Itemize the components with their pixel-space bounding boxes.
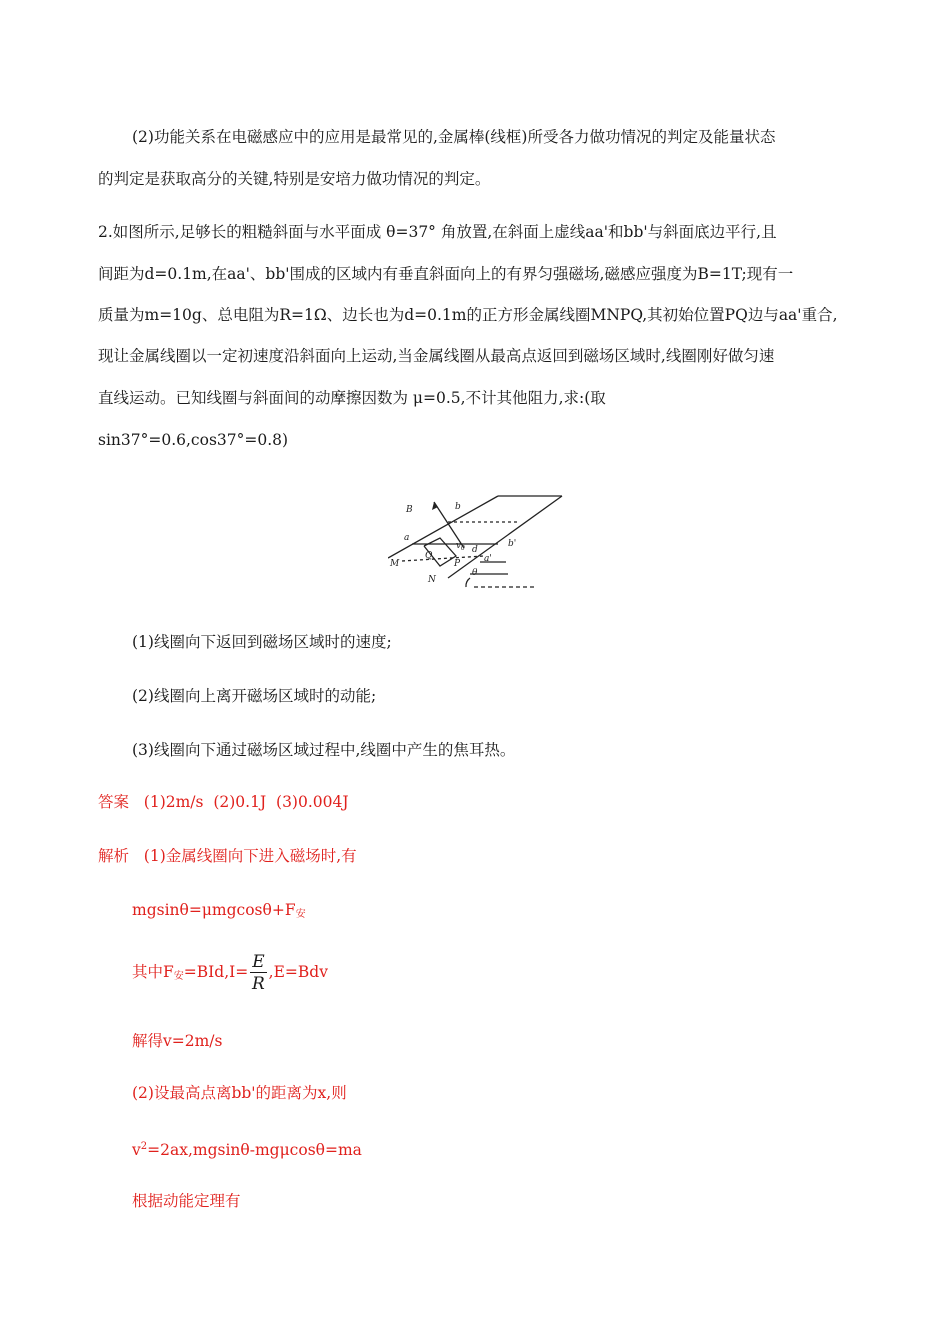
question-line: 2.如图所示,足够长的粗糙斜面与水平面成 θ=37° 角放置,在斜面上虚线aa'和bb'与斜面底边平行,且 — [98, 223, 777, 241]
answer-text: (1)2m/s (2)0.1J (3)0.004J — [143, 793, 349, 811]
question-line: 间距为d=0.1m,在aa'、bb'围成的区域内有垂直斜面向上的有界匀强磁场,磁感应强度为B=1T;现有一 — [98, 265, 794, 283]
label-v0-sub: 0 — [461, 545, 465, 552]
fraction-numerator: E — [252, 951, 265, 972]
label-Q: Q — [425, 551, 433, 561]
fraction-E-over-R — [250, 952, 266, 995]
label-a: a — [404, 533, 410, 543]
question-line: 质量为m=10g、总电阻为R=1Ω、边长也为d=0.1m的正方形金属线圈MNPQ,其初始位置PQ边与aa'重合, — [98, 306, 838, 324]
analysis-intro: (1)金属线圈向下进入磁场时,有 — [143, 847, 357, 865]
equation-2-prefix: 其中F — [132, 963, 174, 981]
question-line: 现让金属线圈以一定初速度沿斜面向上运动,当金属线圈从最高点返回到磁场区域时,线圈刚好做匀速 — [98, 347, 775, 365]
answer-line — [98, 791, 349, 813]
incline-magnetic-field-figure — [388, 474, 566, 594]
label-a-prime: a' — [484, 554, 492, 564]
label-P: P — [454, 559, 461, 569]
part2-more: 根据动能定理有 — [132, 1192, 241, 1210]
label-B: B — [406, 505, 413, 515]
paragraph-line: 的判定是获取高分的关键,特别是安培力做功情况的判定。 — [98, 170, 491, 188]
label-N: N — [428, 575, 436, 585]
equation-1-main: mgsinθ=μmgcosθ+F — [132, 901, 296, 919]
sub-question-1: (1)线圈向下返回到磁场区域时的速度; — [132, 633, 392, 651]
solve-line: 解得v=2m/s — [132, 1032, 223, 1050]
label-M: M — [390, 559, 400, 569]
label-b-prime: b' — [508, 539, 517, 549]
equation-2-mid: =BId,I= — [183, 963, 249, 981]
analysis-label: 解析 — [98, 847, 130, 865]
label-d: d — [472, 545, 478, 555]
equation-1 — [132, 899, 306, 926]
part2-intro: (2)设最高点离bb'的距离为x,则 — [132, 1084, 347, 1102]
equation-1-sub: 安 — [295, 909, 306, 920]
equation-2-suffix: ,E=Bdv — [268, 963, 328, 981]
equation-3 — [132, 1136, 362, 1161]
equation-2-sub: 安 — [173, 971, 184, 982]
question-line: sin37°=0.6,cos37°=0.8) — [98, 431, 289, 449]
answer-label: 答案 — [98, 793, 130, 811]
analysis-line — [98, 845, 357, 867]
equation-3-v: v — [132, 1141, 141, 1159]
equation-3-rest: =2ax,mgsinθ-mgμcosθ=ma — [147, 1141, 362, 1159]
sub-question-3: (3)线圈向下通过磁场区域过程中,线圈中产生的焦耳热。 — [132, 741, 516, 759]
question-line: 直线运动。已知线圈与斜面间的动摩擦因数为 μ=0.5,不计其他阻力,求:(取 — [98, 389, 606, 407]
label-v0: v — [456, 541, 462, 551]
label-theta: θ — [472, 568, 478, 578]
paragraph-line: (2)功能关系在电磁感应中的应用是最常见的,金属棒(线框)所受各力做功情况的判定及能量状态 — [132, 128, 776, 146]
equation-2 — [132, 950, 328, 999]
equation-3-sup: 2 — [140, 1141, 148, 1152]
fraction-denominator: R — [252, 973, 265, 994]
label-b: b — [455, 502, 461, 512]
sub-question-2: (2)线圈向上离开磁场区域时的动能; — [132, 687, 377, 705]
